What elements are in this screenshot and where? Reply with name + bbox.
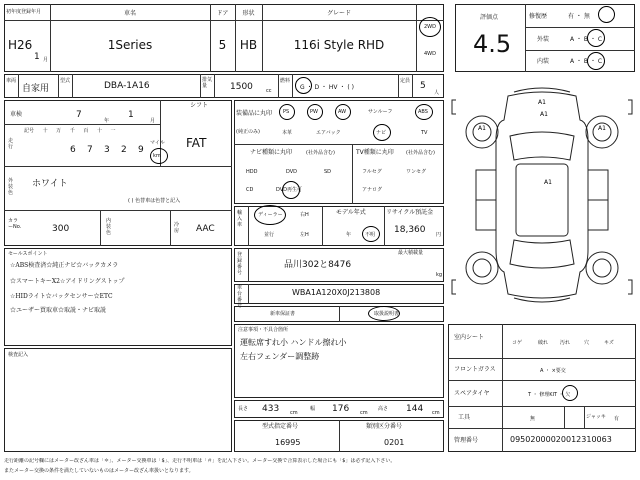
import-left: 左H	[300, 232, 309, 238]
interior-sheet-option: 穴	[584, 340, 590, 346]
shift-label: シフト	[190, 102, 209, 109]
inspection-month-unit: 月	[150, 118, 156, 124]
first-reg-label: 初年度登録年月	[6, 9, 42, 15]
score-value: 4.5	[473, 30, 512, 58]
length-unit: cm	[290, 410, 298, 416]
tv-sub: (社外品含む)	[406, 150, 435, 156]
max-load-unit: kg	[436, 272, 443, 278]
displacement-unit: cc	[266, 88, 272, 94]
aircon-value: AAC	[196, 224, 215, 234]
grade-label: グレード	[326, 10, 351, 17]
diagram-label: A1	[544, 179, 552, 186]
equipment-subtitle: (純正のみ)	[236, 129, 260, 135]
navi-dvdplay: DVD再生可	[276, 187, 303, 193]
import-dealer: ディーラー	[258, 212, 283, 218]
navi-sd: SD	[324, 169, 332, 175]
interior-options: A ・ B ・ C	[570, 58, 603, 65]
interior-b-circle	[587, 52, 605, 70]
equip-abs: ABS	[418, 109, 428, 115]
use-label: 車両	[6, 78, 17, 84]
drive-4wd: 4WD	[424, 51, 436, 57]
max-load-label: 最大積載量	[398, 250, 424, 256]
type-label: 型式指定番号	[262, 423, 299, 430]
navi-sub: (社外品含む)	[306, 150, 335, 156]
inspection-month: 1	[128, 110, 134, 120]
equip-sunroof: サンルーフ	[368, 109, 393, 115]
equip-tv: TV	[421, 130, 428, 136]
navi-hdd: HDD	[246, 169, 258, 175]
inspection-year-unit: 年	[104, 118, 110, 124]
mileage-digit: 9	[138, 145, 144, 155]
spare-tire-kit-circle	[562, 385, 578, 401]
class-value: 0201	[384, 438, 405, 447]
inspection-label: 車検	[10, 111, 23, 118]
sales-point-line: ☆スマートキーX2☆アイドリングストップ	[10, 278, 125, 285]
use-value: 自家用	[22, 84, 50, 94]
first-reg-era: H26	[8, 38, 33, 52]
aircon-label: 冷房	[174, 222, 180, 234]
width-label: 幅	[310, 406, 316, 412]
displacement-value: 1500	[230, 82, 253, 92]
inspector-block	[4, 348, 232, 452]
sales-points-label: セールスポイント	[8, 251, 48, 257]
manual-label: 取扱説明書	[374, 311, 400, 317]
sales-point-line: ☆ユーザー買取車☆取説・ナビ取説	[10, 307, 107, 314]
interior-sheet-option: 汚れ	[560, 340, 571, 346]
color-no-value: 300	[52, 224, 70, 234]
interior-sheet-option: 破れ	[538, 340, 549, 346]
front-glass-options: A ・ ×要交	[540, 368, 566, 374]
mileage-digit: 7	[87, 145, 93, 155]
import-label: 輸入車	[237, 210, 243, 228]
equip-ps: PS	[283, 109, 290, 115]
first-reg-month: 1	[34, 52, 40, 62]
model-year-unknown: 不明	[365, 232, 376, 238]
diagram-label: A1	[478, 125, 486, 132]
fuel-g-circle	[295, 77, 312, 94]
door-value: 5	[218, 38, 227, 52]
shift-value: FAT	[186, 136, 207, 150]
capacity-label: 定員	[400, 78, 411, 84]
interior-color-label: 内装色	[106, 218, 112, 236]
score-label: 評価点	[480, 14, 499, 21]
spare-tire-label: スペアタイヤ	[454, 390, 490, 397]
interior-sheet-option: キズ	[604, 340, 614, 346]
interior-sheet-option: コゲ	[512, 340, 523, 346]
mileage-unit-km: km	[153, 153, 161, 159]
displacement-label: 排気量	[202, 77, 213, 89]
length-value: 433	[262, 404, 280, 414]
footer-line: 走行距離の記号欄にはメーター改ざん車は「＊」、メーター交換車は「$」、走行不明車は「＃」を記入下さい。メーター交換で合算表示した場合にも「$」は必ず記入下さい。	[4, 458, 396, 464]
spare-tire-options: T ・ 修理KIT ・ 欠	[528, 392, 571, 398]
exterior-b-circle	[587, 29, 605, 47]
equip-pw: PW	[310, 109, 318, 115]
footer-line: またメーター交換の条件を満たしていないものはメーター改ざん車扱いとなります。	[4, 468, 194, 474]
warranty-label: 新車保証書	[270, 311, 296, 317]
navi-dvd: DVD	[286, 169, 298, 175]
class-label: 類別区分番号	[366, 423, 403, 430]
inspector-label: 検査記入	[8, 352, 29, 358]
mileage-digit: 6	[70, 145, 76, 155]
tv-oneseg: ワンセグ	[406, 169, 427, 175]
exterior-options: A ・ B ・ C	[570, 36, 603, 43]
mileage-digit: 3	[104, 145, 110, 155]
width-unit: cm	[360, 410, 368, 416]
mileage-digit: 2	[121, 145, 127, 155]
model-year-unit: 年	[346, 232, 352, 238]
import-right: 右H	[300, 212, 309, 218]
navi-title: ナビ種類に丸印	[250, 149, 293, 156]
interior-label: 内装	[537, 58, 550, 65]
height-label: 高さ	[378, 406, 389, 412]
capacity-value: 5	[420, 81, 426, 91]
sales-point-line: ☆HIDライト☆バックセンサー☆ETC	[10, 293, 113, 300]
name-value: 1Series	[107, 38, 153, 52]
length-label: 長さ	[238, 406, 249, 412]
repair-label: 修復歴	[529, 13, 548, 20]
height-value: 144	[406, 404, 424, 414]
height-unit: cm	[432, 410, 440, 416]
jack-label: ジャッキ	[586, 414, 606, 420]
model-value: DBA-1A16	[104, 81, 150, 91]
tv-fullseg: フルセグ	[362, 169, 382, 175]
exterior-label: 外装	[537, 36, 550, 43]
tools-value: 無	[530, 416, 536, 422]
sales-point-line: ☆ABS検査済☆純正ナビ☆バックカメラ	[10, 262, 119, 269]
import-parallel: 並行	[264, 232, 275, 238]
tv-title: TV種類に丸印	[356, 149, 394, 156]
recycle-unit: 円	[436, 232, 442, 238]
capacity-unit: 人	[434, 90, 440, 96]
equip-airbag: エアバック	[316, 130, 341, 136]
car-diagram	[448, 80, 636, 320]
grade-value: 116i Style RHD	[293, 38, 385, 52]
first-reg-month-unit: 月	[43, 57, 49, 63]
shape-label: 形状	[242, 10, 255, 17]
equip-navi: ナビ	[376, 130, 387, 136]
color-no-label: カラーNo.	[8, 218, 22, 230]
note-line: 運転席すれ小 ハンドル擦れ小	[240, 338, 347, 347]
management-value: 09502000020012310063	[510, 435, 612, 444]
diagram-label: A1	[538, 99, 546, 106]
note-line: 左右フェンダー調整跡	[240, 352, 320, 361]
diagram-label: A1	[540, 111, 548, 118]
notes-block	[234, 324, 444, 398]
model-year-label: モデル年式	[336, 209, 366, 216]
notes-label: 注意事項・不具合箇所	[238, 327, 289, 333]
management-label: 管理番号	[454, 437, 479, 444]
interior-sheet-label: 室内シート	[454, 334, 485, 341]
mileage-unit-mile: マイル	[150, 140, 165, 146]
inspection-year: 7	[76, 110, 82, 120]
mileage-digits-label: 記号 十 万 千 百 十 一	[24, 128, 116, 134]
mileage-label: 走行	[8, 138, 14, 150]
chassis-value: WBA1A120X0J213808	[292, 288, 381, 297]
repair-options: 有 ・ 無	[568, 13, 590, 20]
tv-analog: アナログ	[362, 187, 383, 193]
chassis-label: 車台番号	[237, 285, 243, 309]
width-value: 176	[332, 404, 350, 414]
equip-leather: 本革	[282, 130, 293, 136]
shape-value: HB	[239, 38, 258, 52]
exterior-color-value: ホワイト	[32, 179, 68, 189]
recycle-label: リサイクル預託金	[386, 209, 434, 216]
door-label: ドア	[216, 10, 229, 17]
recycle-value: 18,360	[394, 225, 426, 235]
registration-value: 品川302と8476	[284, 260, 352, 270]
type-value: 16995	[275, 438, 301, 447]
exterior-color-label: 外装色	[8, 178, 14, 196]
navi-cd: CD	[246, 187, 254, 193]
repair-none-circle	[598, 6, 615, 23]
fuel-label: 燃料	[280, 78, 291, 84]
diagram-label: A1	[598, 125, 606, 132]
equipment-title: 装備品に丸印	[236, 110, 273, 117]
tools-label: 工具	[458, 414, 471, 421]
registration-label: 登録番号	[237, 252, 243, 276]
model-label: 型式	[60, 78, 71, 84]
equip-aw: AW	[338, 109, 347, 115]
jack-value: 有	[614, 416, 620, 422]
exterior-color-note: ( ) 色替車は色替と記入	[128, 198, 181, 204]
fuel-options: G ・ D ・ HV ・ ( )	[300, 84, 354, 91]
front-glass-label: フロントガラス	[454, 366, 496, 373]
name-label: 車名	[123, 10, 136, 17]
drive-2wd: 2WD	[424, 24, 436, 30]
